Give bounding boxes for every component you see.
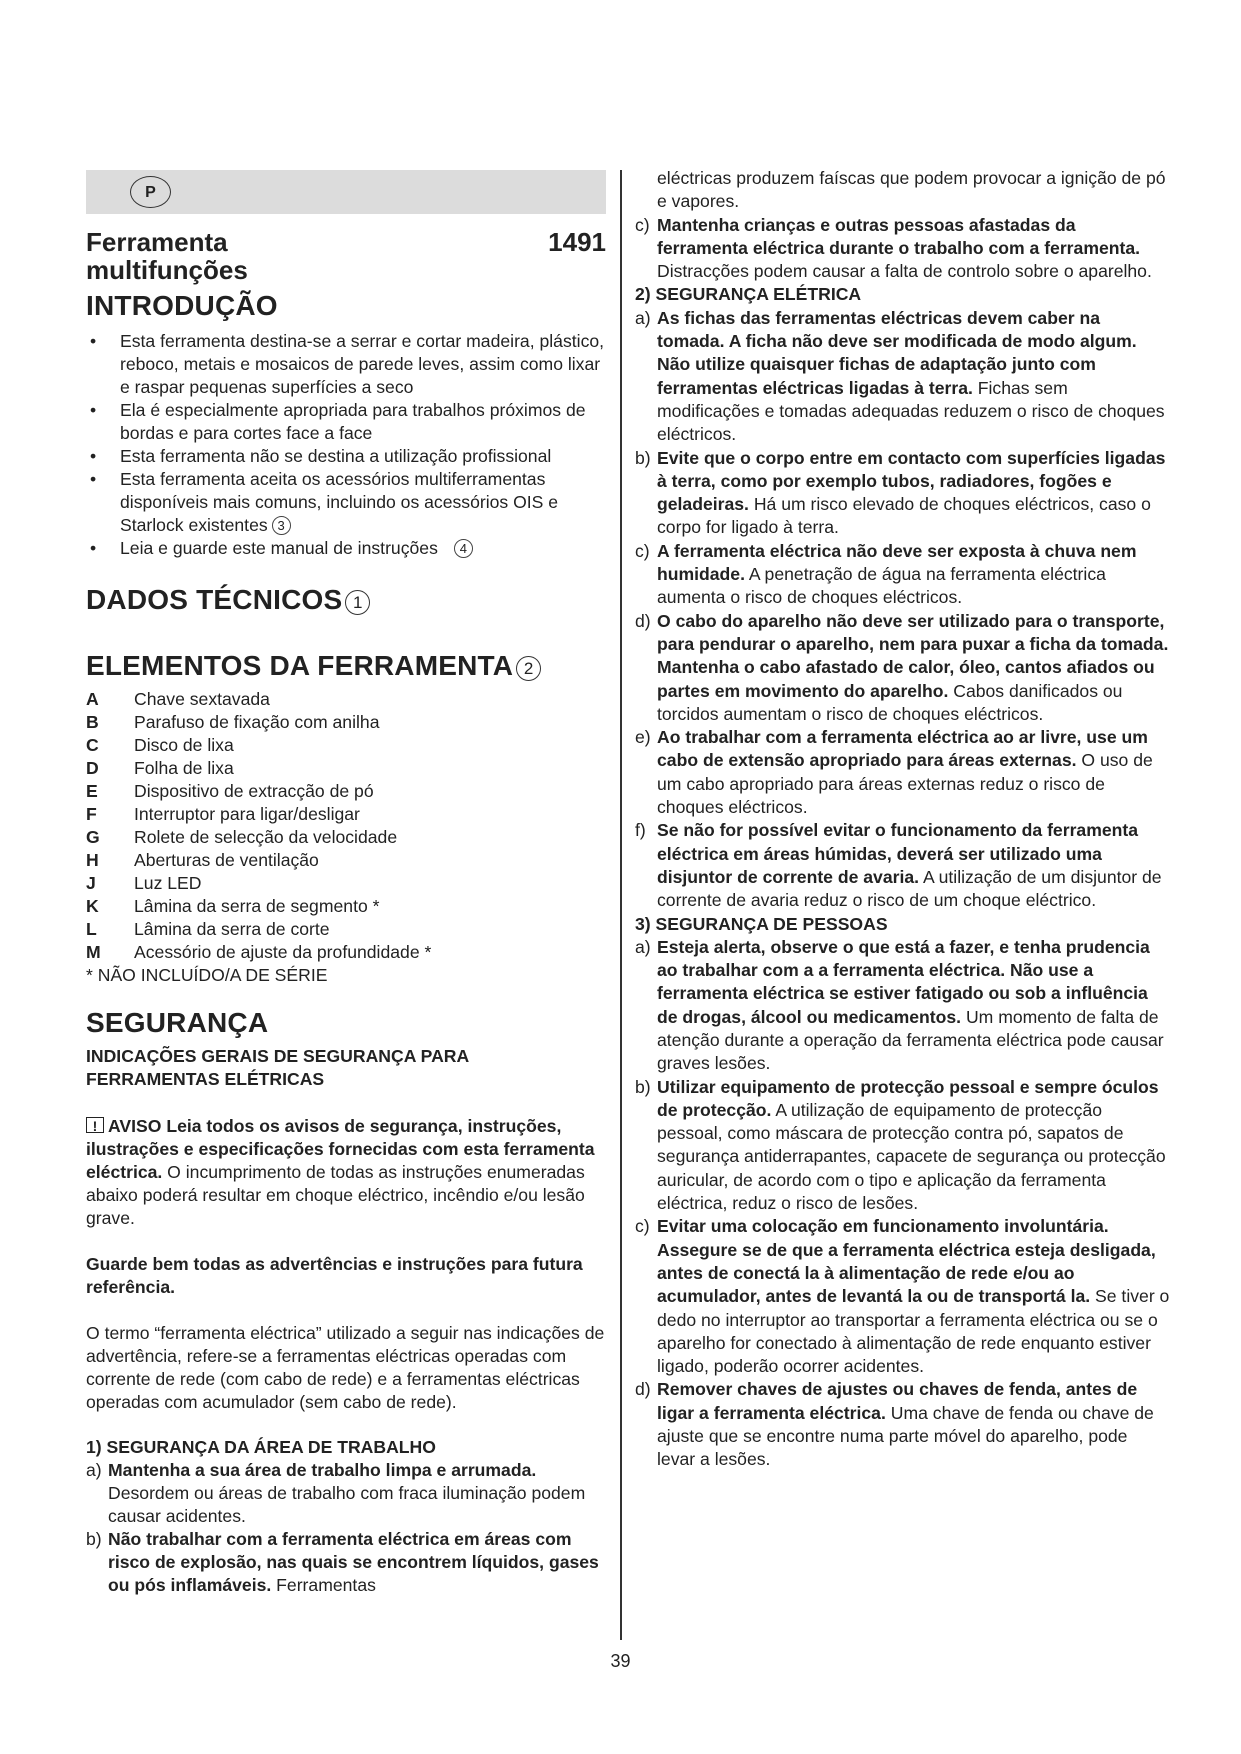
element-key: G <box>86 827 100 847</box>
item-bold: Utilizar equipamento de protecção pessoal e sempre óculos de protecção. <box>657 1076 1159 1120</box>
element-label: Dispositivo de extracção de pó <box>134 781 374 801</box>
list-item <box>90 330 606 399</box>
item-text: A penetração de água na ferramenta eléctrica aumenta o risco de choques eléctricos. <box>657 564 1106 608</box>
item-label: b) <box>635 447 651 468</box>
figure-ref-2: 2 <box>516 656 541 681</box>
element-key: J <box>86 873 96 893</box>
item-text: Distracções podem causar a falta de controlo sobre o aparelho. <box>657 261 1152 282</box>
item-text: Fichas sem modificações e tomadas adequadas reduzem o risco de choques eléctricos. <box>657 377 1165 445</box>
element-key: E <box>86 781 98 801</box>
item-body <box>657 1076 1170 1216</box>
item-bold: Remover chaves de ajustes ou chaves de fenda, antes de ligar a ferramenta eléctrica. <box>657 1379 1138 1423</box>
element-row <box>86 711 606 734</box>
element-label: Lâmina da serra de corte <box>134 919 330 939</box>
personal-safety-heading: 3) SEGURANÇA DE PESSOAS <box>635 913 888 934</box>
element-row <box>86 941 606 964</box>
item-text: O uso de um cabo apropriado para áreas externas reduz o risco de choques eléctricos. <box>657 750 1153 818</box>
element-key: C <box>86 735 99 755</box>
item-label: d) <box>635 610 651 631</box>
language-badge: P <box>130 176 171 208</box>
element-row <box>86 849 606 872</box>
model-number: 1491 <box>548 227 606 257</box>
list-item <box>635 1378 1170 1471</box>
elements-list <box>86 688 606 987</box>
element-label: Interruptor para ligar/desligar <box>134 804 360 824</box>
page-number: 39 <box>610 1651 631 1671</box>
language-bar <box>86 170 606 214</box>
element-label: Chave sextavada <box>134 689 270 709</box>
item-label: b) <box>635 1076 651 1097</box>
element-row <box>86 918 606 941</box>
work-area-heading: 1) SEGURANÇA DA ÁREA DE TRABALHO <box>86 1437 436 1457</box>
list-item <box>635 540 1170 610</box>
list-item <box>90 468 606 537</box>
item-bold: Mantenha a sua área de trabalho limpa e arrumada. <box>108 1460 537 1480</box>
list-item <box>90 445 606 468</box>
item-body <box>108 1459 606 1528</box>
item-body <box>657 936 1170 1076</box>
list-item-text: Esta ferramenta não se destina a utilização profissional <box>120 446 552 466</box>
item-label: a) <box>635 936 651 957</box>
list-item <box>635 307 1170 447</box>
title-row <box>86 228 606 284</box>
element-label: Aberturas de ventilação <box>134 850 319 870</box>
element-key: M <box>86 942 101 962</box>
list-item <box>635 447 1170 540</box>
list-item <box>90 537 606 560</box>
item-label: c) <box>635 214 650 235</box>
safety-subheading: INDICAÇÕES GERAIS DE SEGURANÇA PARA FERRAMENTAS ELÉTRICAS <box>86 1046 469 1089</box>
list-item <box>635 610 1170 726</box>
item-body <box>657 819 1170 912</box>
element-key: B <box>86 712 99 732</box>
item-bold: Evitar uma colocação em funcionamento involuntária. Assegure se de que a ferramenta eléctrica esteja desligada, antes de conectá la à alimentação de rede e/ou ao acumulador, antes de levantá la ou de transportá la. <box>657 1216 1156 1307</box>
item-bold: Esteja alerta, observe o que está a fazer, e tenha prudencia ao trabalhar com a a ferramenta eléctrica. Não use a ferramenta eléctrica se estiver fatigado ou sob a influência de drogas, álcool ou medicamentos. <box>657 936 1150 1027</box>
item-bold: O cabo do aparelho não deve ser utilizado para o transporte, para pendurar o aparelho, nem para puxar a ficha da tomada. Mantenha o cabo afastado de calor, óleo, cantos afiados ou partes em movimento do aparelho. <box>657 610 1169 701</box>
item-body <box>108 1528 606 1597</box>
list-item <box>90 399 606 445</box>
item-bold: Não trabalhar com a ferramenta eléctrica em áreas com risco de explosão, nas quais se encontrem líquidos, gases ou pós inflamáveis. <box>108 1529 599 1595</box>
warning-bold: AVISO Leia todos os avisos de segurança, instruções, ilustrações e especificações fornecidas com esta ferramenta eléctrica. <box>86 1116 595 1182</box>
item-bold: Mantenha crianças e outras pessoas afastadas da ferramenta eléctrica durante o trabalho com a ferramenta. <box>657 214 1141 258</box>
list-item <box>86 1528 606 1597</box>
element-row <box>86 803 606 826</box>
item-text: Cabos danificados ou torcidos aumentam o risco de choques eléctricos. <box>657 680 1123 724</box>
element-row <box>86 780 606 803</box>
item-label: d) <box>635 1379 651 1400</box>
item-text: Se tiver o dedo no interruptor ao transportar a ferramenta eléctrica ou se o aparelho for conectado à alimentação de rede enquanto estiver ligado, poderão ocorrer acidentes. <box>657 1286 1170 1377</box>
element-key: A <box>86 689 99 709</box>
list-item <box>635 1076 1170 1216</box>
element-key: H <box>86 850 99 870</box>
list-item <box>635 1215 1170 1378</box>
term-paragraph: O termo “ferramenta eléctrica” utilizado a seguir nas indicações de advertência, refere-se a ferramentas eléctricas operadas com corrente de rede (com cabo de rede) e a ferramentas eléctricas operadas com acumulador (sem cabo de rede). <box>86 1323 605 1412</box>
list-item-text: Esta ferramenta destina-se a serrar e cortar madeira, plástico, reboco, metais e mosaicos de parede leves, assim como lixar e raspar pequenas superfícies a seco <box>120 331 605 397</box>
intro-heading: INTRODUÇÃO <box>86 290 278 321</box>
item-body <box>657 1215 1170 1378</box>
item-label: a) <box>635 307 651 328</box>
keep-instructions: Guarde bem todas as advertências e instruções para futura referência. <box>86 1254 583 1297</box>
item-text: Há um risco elevado de choques eléctricos, caso o corpo for ligado à terra. <box>657 494 1151 538</box>
element-label: Acessório de ajuste da profundidade * <box>134 942 432 962</box>
element-label: Disco de lixa <box>134 735 234 755</box>
item-label: c) <box>635 540 650 561</box>
item-bold: Ao trabalhar com a ferramenta eléctrica ao ar livre, use um cabo de extensão apropriado para áreas externas. <box>657 727 1148 771</box>
list-item <box>635 214 1170 284</box>
list-item <box>635 936 1170 1076</box>
element-key: D <box>86 758 99 778</box>
figure-ref-1: 1 <box>345 590 370 615</box>
item-label: f) <box>635 820 646 841</box>
right-column <box>635 167 1170 1472</box>
item-body <box>657 447 1170 540</box>
tech-data-heading <box>86 584 606 616</box>
item-label: b) <box>86 1529 102 1549</box>
item-bold: As fichas das ferramentas eléctricas devem caber na tomada. A ficha não deve ser modificada de modo algum. Não utilize quaisquer fichas de adaptação junto com ferramentas eléctricas ligadas à terra. <box>657 307 1137 398</box>
not-included-note: * NÃO INCLUÍDO/A DE SÉRIE <box>86 965 328 985</box>
list-item-text: Esta ferramenta aceita os acessórios multiferramentas disponíveis mais comuns, incluindo os acessórios OIS e Starlock existentes <box>120 469 559 535</box>
list-item-text: Ela é especialmente apropriada para trabalhos próximos de bordas e para cortes face a face <box>120 400 586 443</box>
item-body <box>657 540 1170 610</box>
list-item <box>86 1459 606 1528</box>
warning-paragraph <box>86 1115 606 1230</box>
intro-list <box>86 330 606 560</box>
item-label: e) <box>635 727 651 748</box>
item-text: A utilização de um disjuntor de corrente de avaria reduz o risco de um choque eléctrico. <box>657 866 1162 911</box>
item-text: Desordem ou áreas de trabalho com fraca iluminação podem causar acidentes. <box>108 1483 586 1526</box>
list-item <box>635 726 1170 819</box>
item-body <box>657 307 1170 447</box>
item-bold: Se não for possível evitar o funcionamento da ferramenta eléctrica em áreas húmidas, deverá ser utilizado uma disjuntor de corrente de avaria. <box>657 820 1139 887</box>
item-body <box>657 726 1170 819</box>
list-item-continued <box>635 167 1170 214</box>
column-divider <box>620 170 622 1640</box>
element-row <box>86 826 606 849</box>
item-body <box>657 1378 1170 1471</box>
tech-data-heading-text: DADOS TÉCNICOS <box>86 584 343 615</box>
item-text: eléctricas produzem faíscas que podem provocar a ignição de pó e vapores. <box>657 168 1166 212</box>
element-label: Rolete de selecção da velocidade <box>134 827 398 847</box>
product-title: Ferramenta multifunções <box>86 227 248 285</box>
warning-icon <box>86 1117 104 1133</box>
figure-ref-3: 3 <box>272 516 291 535</box>
element-label: Folha de lixa <box>134 758 234 778</box>
element-label: Lâmina da serra de segmento * <box>134 896 380 916</box>
element-row <box>86 757 606 780</box>
list-item-text: Leia e guarde este manual de instruções <box>120 538 438 558</box>
item-text: Uma chave de fenda ou chave de ajuste que se encontre numa parte móvel do aparelho, pode levar a lesões. <box>657 1402 1154 1470</box>
list-item <box>635 819 1170 912</box>
item-text: Um momento de falta de atenção durante a operação da ferramenta eléctrica pode causar graves lesões. <box>657 1006 1164 1074</box>
element-label: Parafuso de fixação com anilha <box>134 712 380 732</box>
left-column <box>86 170 606 1597</box>
safety-heading: SEGURANÇA <box>86 1007 269 1038</box>
element-row <box>86 872 606 895</box>
element-key: K <box>86 896 99 916</box>
element-row <box>86 895 606 918</box>
element-label: Luz LED <box>134 873 202 893</box>
item-bold: A ferramenta eléctrica não deve ser exposta à chuva nem humidade. <box>657 540 1137 585</box>
item-body <box>657 214 1170 284</box>
element-key: L <box>86 919 97 939</box>
element-row <box>86 734 606 757</box>
figure-ref-4: 4 <box>454 539 473 558</box>
item-text: Ferramentas <box>271 1575 376 1595</box>
element-row <box>86 688 606 711</box>
warning-text: O incumprimento de todas as instruções enumeradas abaixo poderá resultar em choque eléctrico, incêndio e/ou lesão grave. <box>86 1162 585 1228</box>
item-body <box>657 610 1170 726</box>
item-label-spacer <box>635 167 657 214</box>
item-text: A utilização de equipamento de protecção pessoal, como máscara de protecção contra pó, sapatos de segurança antiderrapantes, capacete de segurança ou protecção auricular, de acordo com o tipo e aplicação da ferramenta eléctrica, reduz o risco de lesões. <box>657 1099 1166 1214</box>
elements-heading-text: ELEMENTOS DA FERRAMENTA <box>86 650 514 681</box>
electrical-safety-heading: 2) SEGURANÇA ELÉTRICA <box>635 284 862 305</box>
elements-heading <box>86 650 606 682</box>
element-key: F <box>86 804 97 824</box>
item-label: a) <box>86 1460 102 1480</box>
item-label: c) <box>635 1216 650 1237</box>
item-bold: Evite que o corpo entre em contacto com superfícies ligadas à terra, como por exemplo tubos, radiadores, fogões e geladeiras. <box>657 447 1166 515</box>
